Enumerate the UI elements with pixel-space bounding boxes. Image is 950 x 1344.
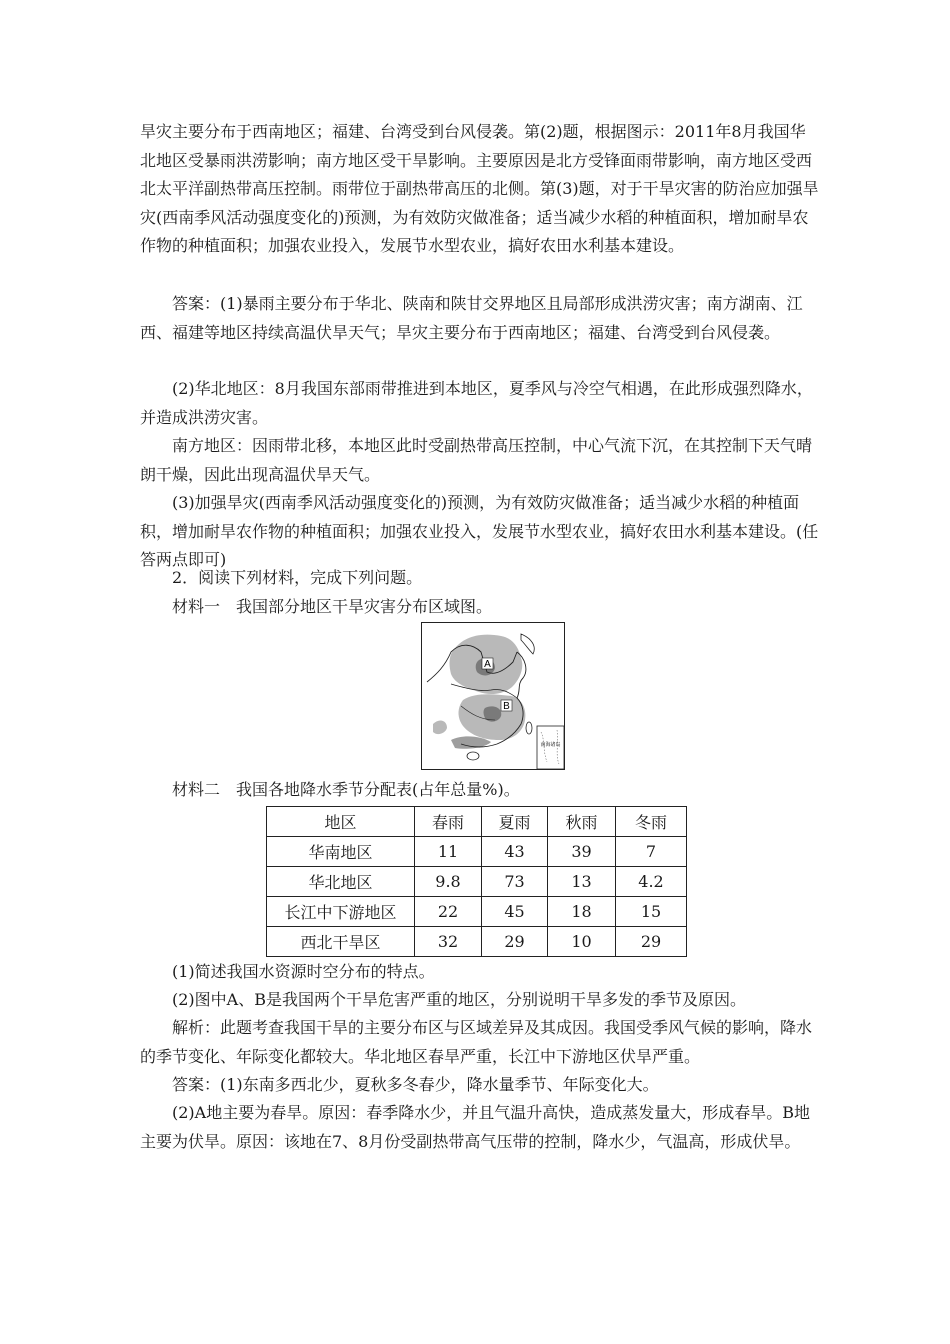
material-2-caption: 材料二 我国各地降水季节分配表(占年总量%)。 bbox=[172, 780, 520, 799]
answer-question-2-part-1: 答案：(1)东南多西北少，夏秋多冬春少，降水量季节、年际变化大。 bbox=[172, 1075, 659, 1094]
table-cell: 9.8 bbox=[415, 867, 482, 897]
table-cell: 华北地区 bbox=[267, 867, 415, 897]
table-cell: 73 bbox=[482, 867, 548, 897]
table-cell: 29 bbox=[482, 927, 548, 957]
table-cell: 4.2 bbox=[616, 867, 687, 897]
question-2-part-2: (2)图中A、B是我国两个干旱危害严重的地区，分别说明干旱多发的季节及原因。 bbox=[172, 990, 746, 1009]
analysis-question-2: 解析：此题考查我国干旱的主要分布区与区域差异及其成因。我国受季风气候的影响，降水的季节变化、年际变化都较大。华北地区春旱严重，长江中下游地区伏旱严重。 bbox=[140, 1018, 813, 1066]
answer-2-north-china: (2)华北地区：8月我国东部雨带推进到本地区，夏季风与冷空气相遇，在此形成强烈降水，并造成洪涝灾害。 bbox=[140, 379, 813, 427]
table-cell: 45 bbox=[482, 897, 548, 927]
table-cell: 长江中下游地区 bbox=[267, 897, 415, 927]
table-cell: 22 bbox=[415, 897, 482, 927]
hainan-island bbox=[467, 752, 479, 760]
table-cell: 华南地区 bbox=[267, 837, 415, 867]
header-spring: 春雨 bbox=[415, 807, 482, 837]
inset-label: 南海诸岛 bbox=[540, 742, 561, 748]
label-b: B bbox=[503, 701, 510, 712]
question-2-part-1: (1)简述我国水资源时空分布的特点。 bbox=[172, 962, 435, 981]
question-2-stem: 2．阅读下列材料，完成下列问题。 bbox=[172, 568, 423, 587]
table-cell: 10 bbox=[548, 927, 616, 957]
table-cell: 7 bbox=[616, 837, 687, 867]
header-winter: 冬雨 bbox=[616, 807, 687, 837]
table-header-row bbox=[267, 807, 687, 837]
table-row bbox=[267, 867, 687, 897]
table-cell: 32 bbox=[415, 927, 482, 957]
answer-question-2-part-2: (2)A地主要为春旱。原因：春季降水少，并且气温升高快，造成蒸发量大，形成春旱。B地主要为伏旱。原因：该地在7、8月份受副热带高气压带的控制，降水少，气温高，形成伏旱。 bbox=[140, 1103, 810, 1151]
header-region: 地区 bbox=[267, 807, 415, 837]
table-cell: 43 bbox=[482, 837, 548, 867]
answer-3: (3)加强旱灾(西南季风活动强度变化的)预测，为有效防灾做准备；适当减少水稻的种植面积，增加耐旱农作物的种植面积；加强农业投入，发展节水型农业，搞好农田水利基本建设。(任答两点即可) bbox=[140, 493, 819, 569]
header-autumn: 秋雨 bbox=[548, 807, 616, 837]
table-row bbox=[267, 897, 687, 927]
material-1-caption: 材料一 我国部分地区干旱灾害分布区域图。 bbox=[172, 597, 493, 616]
table-cell: 11 bbox=[415, 837, 482, 867]
table-cell: 18 bbox=[548, 897, 616, 927]
drought-distribution-map bbox=[421, 622, 565, 770]
answer-2-south: 南方地区：因雨带北移，本地区此时受副热带高压控制，中心气流下沉，在其控制下天气晴朗干燥，因此出现高温伏旱天气。 bbox=[140, 436, 813, 484]
table-row bbox=[267, 837, 687, 867]
precipitation-season-table bbox=[266, 806, 687, 957]
taiwan-island bbox=[526, 722, 532, 734]
table-cell: 29 bbox=[616, 927, 687, 957]
header-summer: 夏雨 bbox=[482, 807, 548, 837]
table-cell: 15 bbox=[616, 897, 687, 927]
table-cell: 13 bbox=[548, 867, 616, 897]
table-cell: 39 bbox=[548, 837, 616, 867]
analysis-continuation: 旱灾主要分布于西南地区；福建、台湾受到台风侵袭。第(2)题，根据图示：2011年8月我国华北地区受暴雨洪涝影响；南方地区受干旱影响。主要原因是北方受锋面雨带影响，南方地区受西北太平洋副热带高压控制。雨带位于副热带高压的北侧。第(3)题，对于干旱灾害的防治应加强旱灾(西南季风活动强度变化的)预测，为有效防灾做准备；适当减少水稻的种植面积，增加耐旱农作物的种植面积；加强农业投入，发展节水型农业，搞好农田水利基本建设。 bbox=[140, 122, 819, 255]
table-cell: 西北干旱区 bbox=[267, 927, 415, 957]
table-row bbox=[267, 927, 687, 957]
label-a: A bbox=[484, 659, 491, 670]
answer-1: 答案：(1)暴雨主要分布于华北、陕南和陕甘交界地区且局部形成洪涝灾害；南方湖南、江西、福建等地区持续高温伏旱天气；旱灾主要分布于西南地区；福建、台湾受到台风侵袭。 bbox=[140, 294, 803, 342]
